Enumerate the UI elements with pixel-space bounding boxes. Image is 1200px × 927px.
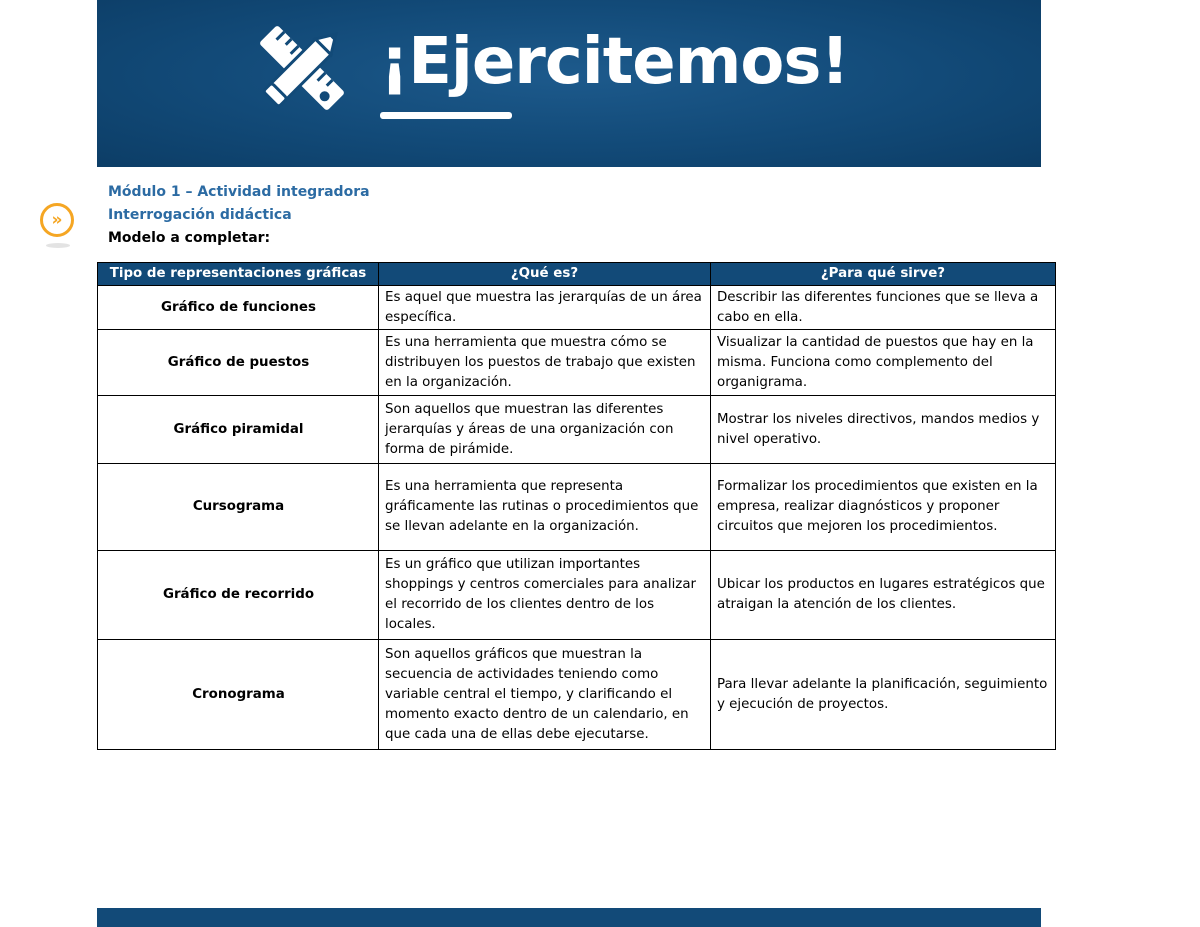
- table-row: [98, 286, 1056, 330]
- header-what: ¿Qué es?: [379, 263, 711, 286]
- row-purpose: Ubicar los productos en lugares estratégicos que atraigan la atención de los clientes.: [711, 551, 1056, 640]
- row-purpose: Describir las diferentes funciones que se lleva a cabo en ella.: [711, 286, 1056, 330]
- row-what: Son aquellos que muestran las diferentes jerarquías y áreas de una organización con forma de pirámide.: [379, 396, 711, 464]
- row-what: Es aquel que muestra las jerarquías de un área específica.: [379, 286, 711, 330]
- row-purpose: Formalizar los procedimientos que existen en la empresa, realizar diagnósticos y proponer circuitos que mejoren los procedimientos.: [711, 464, 1056, 551]
- banner-title: ¡Ejercitemos!: [380, 25, 849, 99]
- table-row: [98, 396, 1056, 464]
- row-type: Cursograma: [98, 464, 379, 551]
- double-chevron-right-icon: »: [40, 203, 74, 237]
- footer-bar: [97, 908, 1041, 927]
- row-type: Gráfico de funciones: [98, 286, 379, 330]
- activity-subtitle: Interrogación didáctica: [108, 207, 292, 223]
- row-what: Es una herramienta que muestra cómo se distribuyen los puestos de trabajo que existen en la organización.: [379, 330, 711, 396]
- row-what: Es una herramienta que representa gráficamente las rutinas o procedimientos que se llevan adelante en la organización.: [379, 464, 711, 551]
- table-header-row: [98, 263, 1056, 286]
- row-type: Cronograma: [98, 640, 379, 750]
- header-purpose: ¿Para qué sirve?: [711, 263, 1056, 286]
- marker-shadow: [46, 243, 70, 248]
- table-row: [98, 640, 1056, 750]
- header-type: Tipo de representaciones gráficas: [98, 263, 379, 286]
- banner-title-underline: [380, 112, 512, 119]
- row-what: Es un gráfico que utilizan importantes shoppings y centros comerciales para analizar el recorrido de los clientes dentro de los locales.: [379, 551, 711, 640]
- row-type: Gráfico piramidal: [98, 396, 379, 464]
- header-banner: [97, 0, 1041, 167]
- table-row: [98, 330, 1056, 396]
- row-type: Gráfico de recorrido: [98, 551, 379, 640]
- row-what: Son aquellos gráficos que muestran la secuencia de actividades teniendo como variable central el tiempo, y clarificando el momento exacto dentro de un calendario, en que cada una de ellas debe ejecutarse.: [379, 640, 711, 750]
- model-label: Modelo a completar:: [108, 230, 271, 246]
- pencil-ruler-cross-icon: [247, 18, 357, 118]
- row-purpose: Para llevar adelante la planificación, seguimiento y ejecución de proyectos.: [711, 640, 1056, 750]
- table-row: [98, 551, 1056, 640]
- module-heading: Módulo 1 – Actividad integradora: [108, 184, 370, 200]
- row-type: Gráfico de puestos: [98, 330, 379, 396]
- representation-table: [97, 262, 1056, 750]
- row-purpose: Mostrar los niveles directivos, mandos medios y nivel operativo.: [711, 396, 1056, 464]
- row-purpose: Visualizar la cantidad de puestos que hay en la misma. Funciona como complemento del organigrama.: [711, 330, 1056, 396]
- table-row: [98, 464, 1056, 551]
